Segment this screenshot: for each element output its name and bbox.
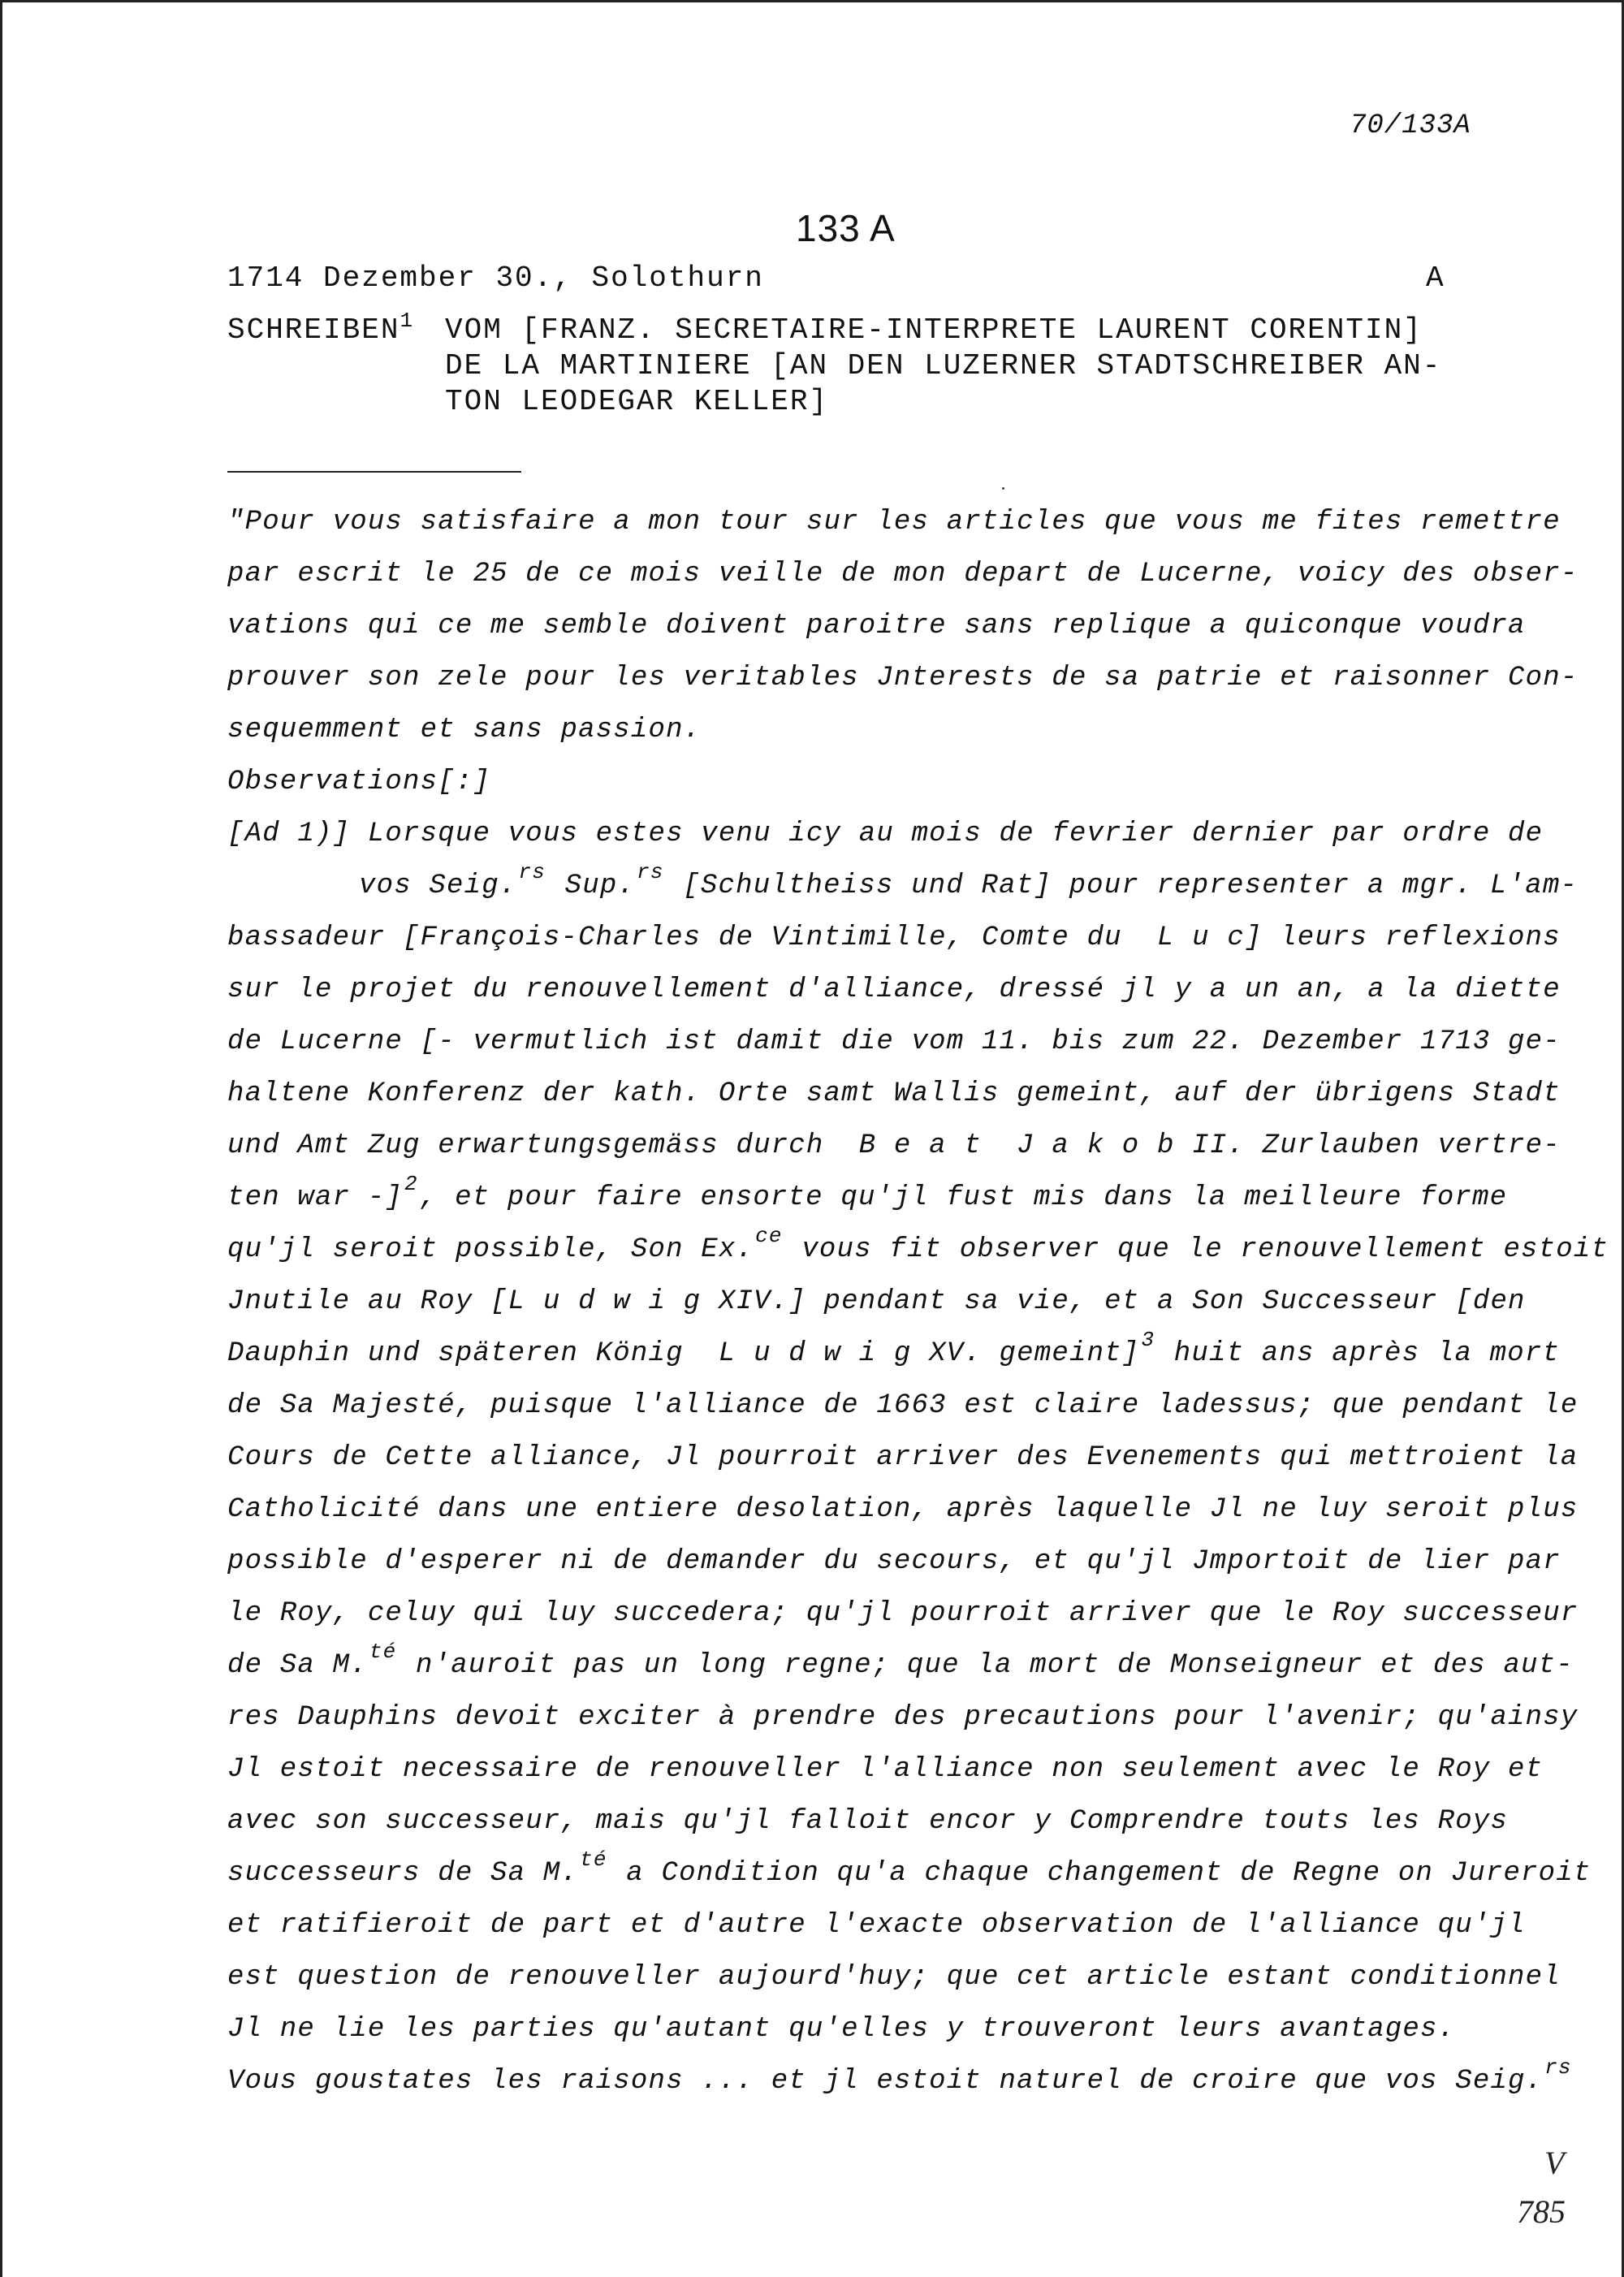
body-line-23-a: de Sa M. (227, 1650, 368, 1681)
body-line-8-c: [Schultheiss und Rat] pour representer a mgr. L'am- (665, 871, 1579, 901)
page-border-top (0, 0, 1624, 2)
scan-speck (1002, 487, 1004, 490)
body-line-16: Jnutile au Roy [L u d w i g XIV.] pendant sa vie, et a Son Successeur [den (227, 1286, 1526, 1317)
superscript-rs: rs (518, 860, 546, 884)
body-line-7: [Ad 1)] Lorsque vous estes venu icy au mois de fevrier dernier par ordre de (227, 819, 1544, 849)
header-line-1: VOM [FRANZ. SECRETAIRE-INTERPRETE LAURENT CORENTIN] (445, 313, 1423, 347)
body-line-21: possible d'esperer ni de demander du secours, et qu'jl Jmportoit de lier par (227, 1546, 1561, 1577)
body-line-27-a: successeurs de Sa M. (227, 1858, 579, 1889)
body-line-26: avec son successeur, mais qu'jl falloit encor y Comprendre touts les Roys (227, 1806, 1509, 1837)
body-line-8-b: Sup. (547, 871, 636, 901)
body-line-6: Observations[:] (227, 767, 491, 797)
header-marker: A (1426, 261, 1445, 295)
body-line-17 (227, 1328, 1561, 1369)
body-line-5: sequemment et sans passion. (227, 715, 702, 745)
body-line-18: de Sa Majesté, puisque l'alliance de 1663 est claire ladessus; que pendant le (227, 1390, 1579, 1421)
body-line-11: de Lucerne [- vermutlich ist damit die vom 11. bis zum 22. Dezember 1713 ge- (227, 1026, 1561, 1057)
body-line-3: vations qui ce me semble doivent paroitre sans replique a quiconque voudra (227, 611, 1526, 642)
body-line-23 (227, 1640, 1574, 1681)
header-type (227, 309, 415, 347)
body-line-20: Catholicité dans une entiere desolation, après laquelle Jl ne luy seroit plus (227, 1494, 1579, 1525)
body-line-31-a: Vous goustates les raisons ... et jl estoit naturel de croire que vos Seig. (227, 2066, 1544, 2097)
header-type-label: SCHREIBEN (227, 313, 400, 347)
body-line-4: prouver son zele pour les veritables Jnterests de sa patrie et raisonner Con- (227, 663, 1579, 693)
header-date-place: 1714 Dezember 30., Solothurn (227, 261, 764, 295)
handwritten-number: 785 (1517, 2193, 1566, 2230)
body-line-22: le Roy, celuy qui luy succedera; qu'jl pourroit arriver que le Roy successeur (227, 1598, 1579, 1629)
page-reference: 70/133A (1350, 110, 1471, 141)
footnote-ref-3: 3 (1141, 1328, 1155, 1352)
body-line-9: bassadeur [François-Charles de Vintimille, Comte du L u c] leurs reflexions (227, 922, 1561, 953)
header-line-3: TON LEODEGAR KELLER] (445, 385, 829, 418)
separator-rule (227, 471, 521, 473)
body-line-28: et ratifieroit de part et d'autre l'exacte observation de l'alliance qu'jl (227, 1910, 1526, 1941)
superscript-rs: rs (637, 860, 664, 884)
body-line-19: Cours de Cette alliance, Jl pourroit arriver des Evenements qui mettroient la (227, 1442, 1579, 1473)
body-line-25: Jl estoit necessaire de renouveller l'alliance non seulement avec le Roy et (227, 1754, 1544, 1785)
body-line-29: est question de renouveller aujourd'huy; que cet article estant conditionnel (227, 1962, 1561, 1993)
body-line-8-a: vos Seig. (359, 871, 517, 901)
superscript-te: té (369, 1640, 397, 1664)
body-line-17-a: Dauphin und späteren König L u d w i g XV. gemeint] (227, 1338, 1140, 1369)
body-line-15 (227, 1224, 1609, 1265)
body-line-23-b: n'auroit pas un long regne; que la mort de Monseigneur et des aut- (398, 1650, 1574, 1681)
body-line-30: Jl ne lie les parties qu'autant qu'elles y trouveront leurs avantages. (227, 2014, 1456, 2045)
body-line-15-b: vous fit observer que le renouvellement estoit (784, 1234, 1609, 1265)
header-line-2: DE LA MARTINIERE [AN DEN LUZERNER STADTSCHREIBER AN- (445, 349, 1442, 382)
body-line-8 (359, 860, 1579, 901)
body-line-27 (227, 1847, 1592, 1889)
superscript-ce: ce (755, 1224, 783, 1248)
page-border-left (0, 0, 2, 2277)
body-line-15-a: qu'jl seroit possible, Son Ex. (227, 1234, 754, 1265)
body-line-14-b: , et pour faire ensorte qu'jl fust mis dans la meilleure forme (419, 1182, 1508, 1213)
document-number: 133 A (796, 207, 896, 249)
body-line-12: haltene Konferenz der kath. Orte samt Wallis gemeint, auf der übrigens Stadt (227, 1078, 1561, 1109)
body-line-24: res Dauphins devoit exciter à prendre des precautions pour l'avenir; qu'ainsy (227, 1702, 1579, 1733)
superscript-rs: rs (1544, 2055, 1572, 2080)
body-line-2: par escrit le 25 de ce mois veille de mon depart de Lucerne, voicy des obser- (227, 559, 1579, 590)
body-line-31 (227, 2055, 1574, 2097)
body-line-14-a: ten war -] (227, 1182, 404, 1213)
footnote-ref-2: 2 (404, 1172, 418, 1196)
body-line-1: "Pour vous satisfaire a mon tour sur les articles que vous me fites remettre (227, 507, 1561, 538)
body-line-14 (227, 1172, 1508, 1213)
body-line-10: sur le projet du renouvellement d'alliance, dressé jl y a un an, a la diette (227, 974, 1561, 1005)
body-line-27-b: a Condition qu'a chaque changement de Regne on Jureroit (608, 1858, 1592, 1889)
footnote-ref-1: 1 (400, 309, 415, 333)
body-line-17-b: huit ans après la mort (1156, 1338, 1561, 1369)
superscript-te: té (580, 1847, 607, 1872)
handwritten-mark: V (1544, 2145, 1565, 2181)
body-line-13: und Amt Zug erwartungsgemäss durch B e a t J a k o b II. Zurlauben vertre- (227, 1130, 1561, 1161)
